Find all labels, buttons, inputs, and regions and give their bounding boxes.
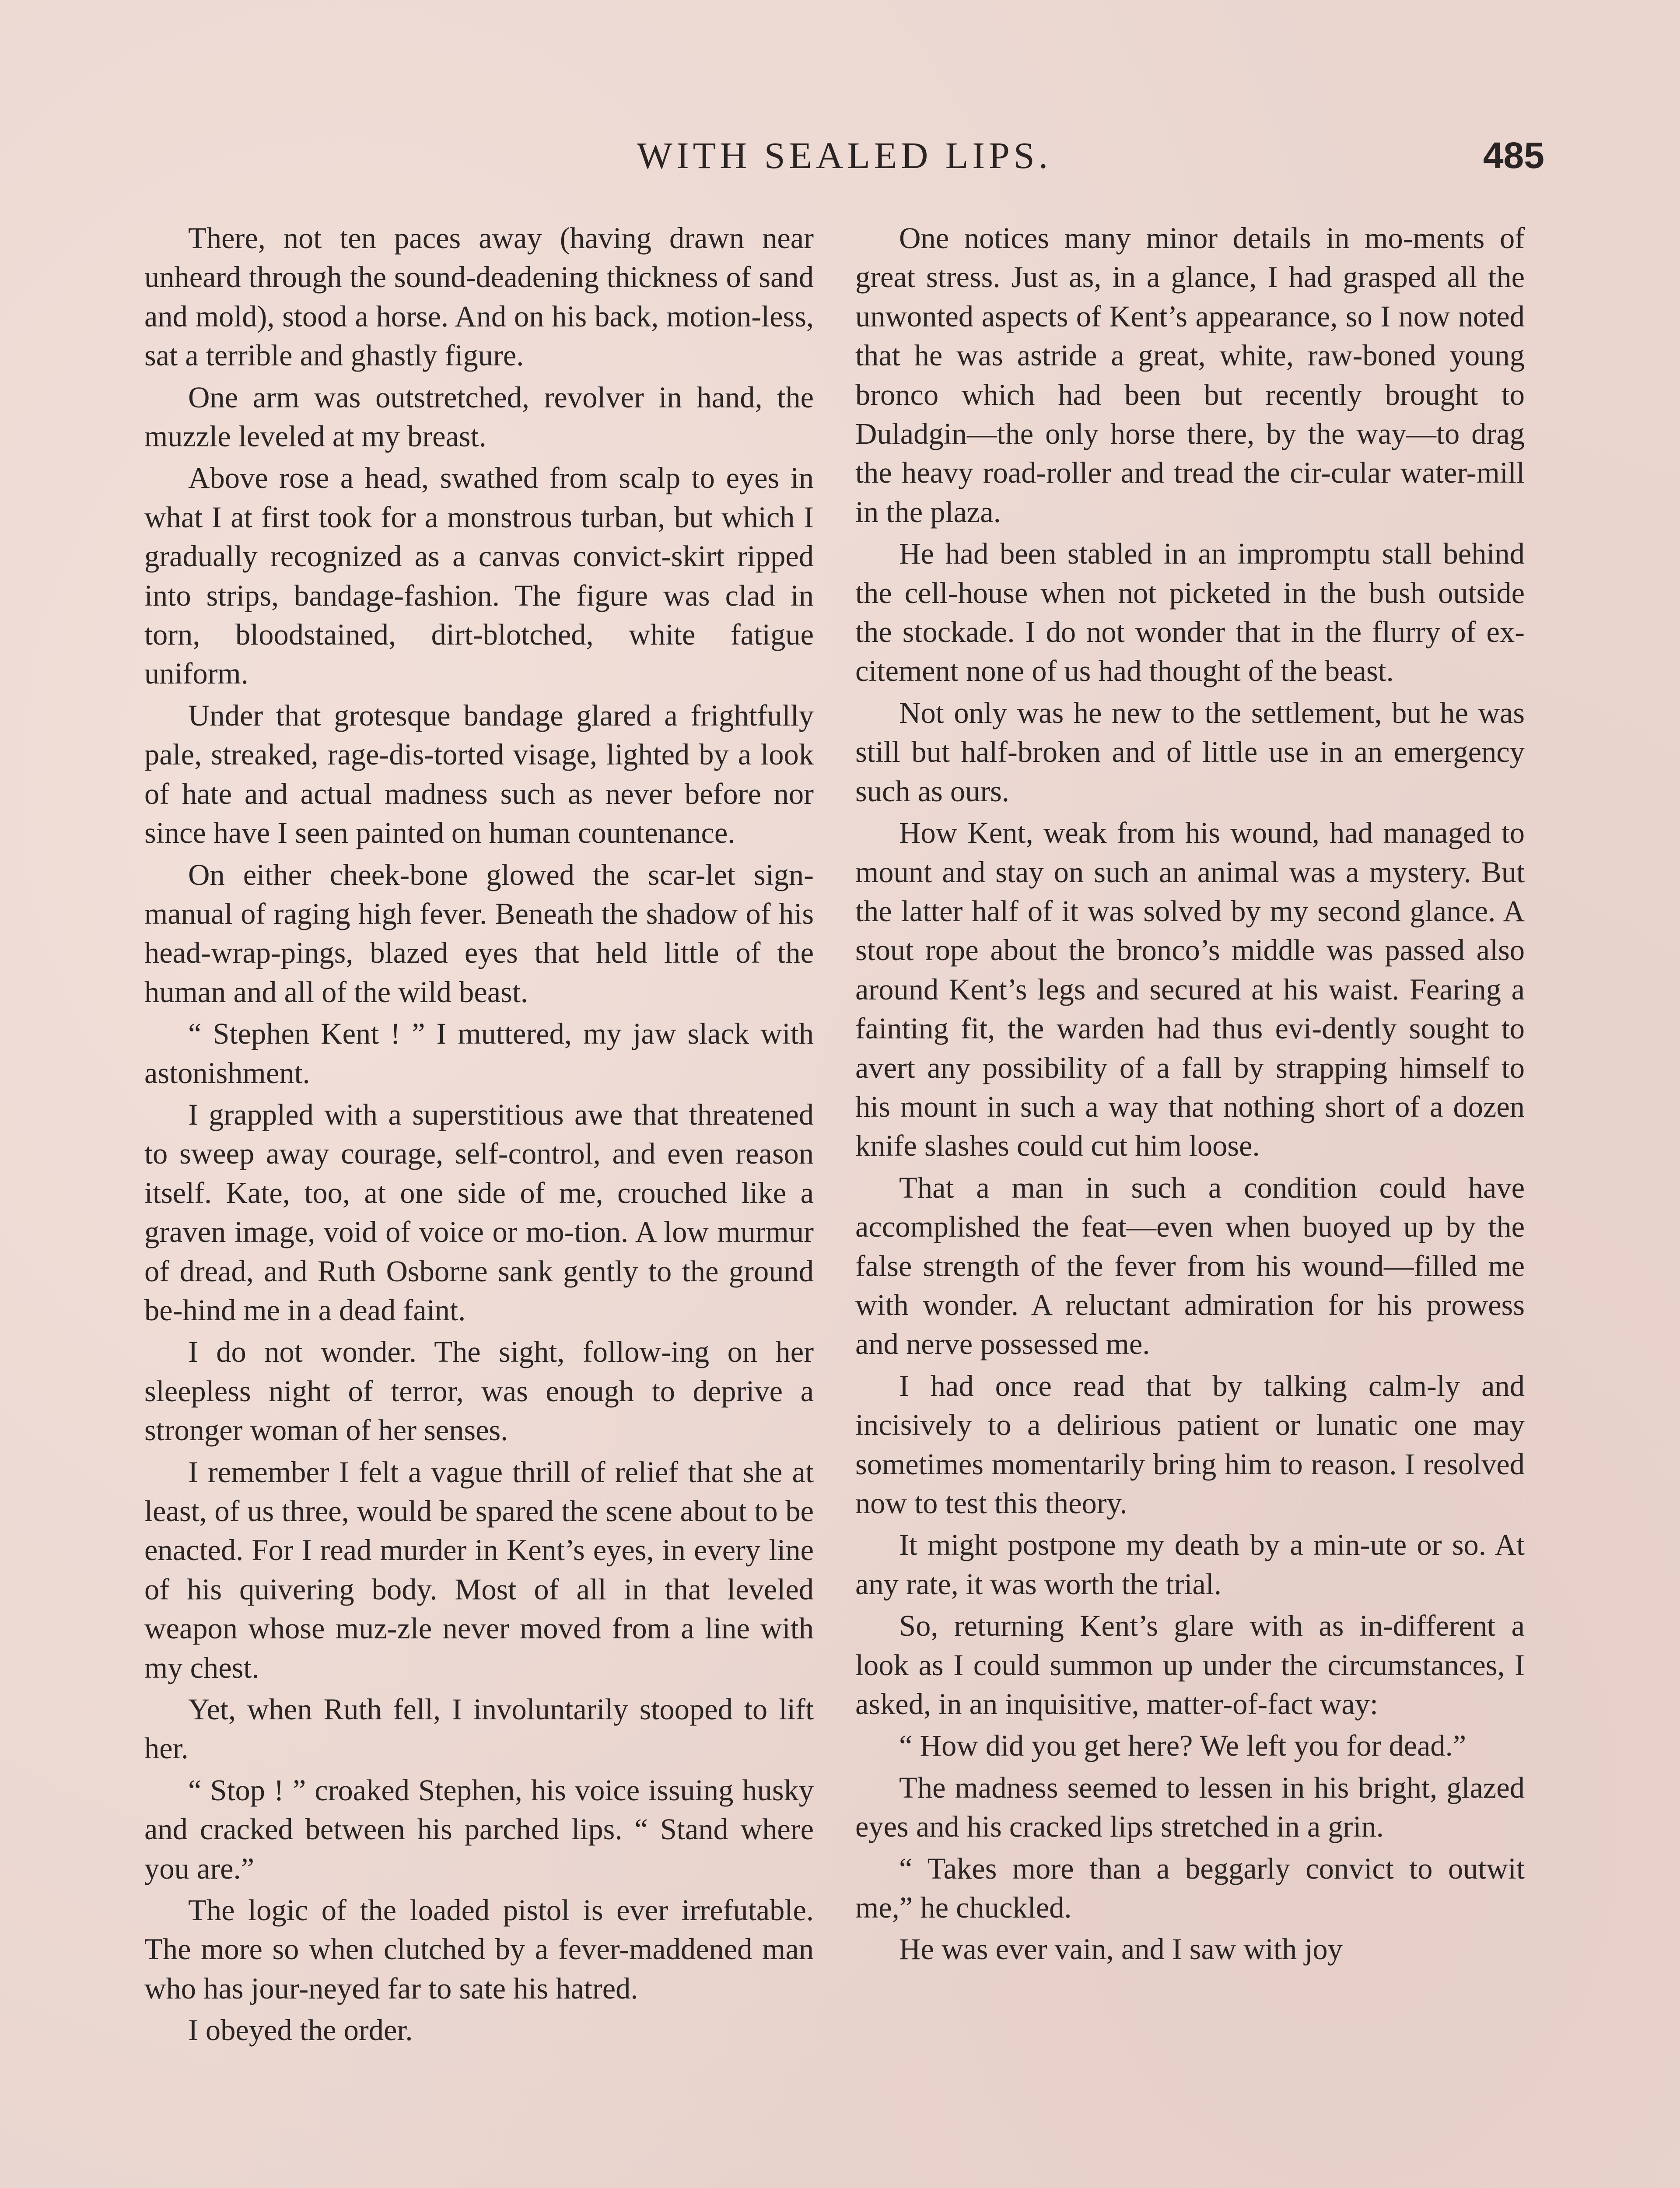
paragraph: Above rose a head, swathed from scalp to eyes in what I at first took for a monstrous turban, but which I gradually recognized as a canvas convict-skirt ripped into strips, bandage-fashion. The figure was clad in torn, bloodstained, dirt-blotched, white fatigue uniform.: [144, 461, 814, 691]
paragraph: How Kent, weak from his wound, had managed to mount and stay on such an animal was a mystery. But the latter half of it was solved by my second glance. A stout rope about the bronco’s middle was passed also around Kent’s legs and secured at his waist. Fearing a fainting fit, the warden had thus evi-dently sought to avert any possibility of a fall by strapping himself to his mount in such a way that nothing short of a dozen knife slashes could cut him loose.: [855, 816, 1525, 1163]
paragraph: On either cheek-bone glowed the scar-let sign-manual of raging high fever. Beneath the shadow of his head-wrap-pings, blazed eyes that held little of the human and all of the wild beast.: [144, 858, 814, 1009]
page-number: 485: [1483, 135, 1544, 176]
paragraph: “ Takes more than a beggarly convict to outwit me,” he chuckled.: [855, 1851, 1525, 1925]
right-column: [855, 219, 1525, 2188]
paragraph: That a man in such a condition could have accomplished the feat—even when buoyed up by the false strength of the fever from his wound—filled me with wonder. A reluctant admiration for his prowess and nerve possessed me.: [855, 1171, 1525, 1361]
paragraph: “ Stephen Kent ! ” I muttered, my jaw slack with astonishment.: [144, 1017, 814, 1090]
paragraph: There, not ten paces away (having drawn near unheard through the sound-deadening thickness of sand and mold), stood a horse. And on his back, motion-less, sat a terrible and ghastly figure.: [144, 221, 814, 372]
paragraph: I obeyed the order.: [188, 2013, 413, 2047]
left-column: [144, 219, 814, 2188]
paragraph: Not only was he new to the settlement, but he was still but half-broken and of little use in an emergency such as ours.: [855, 696, 1525, 808]
paragraph: I do not wonder. The sight, follow-ing on her sleepless night of terror, was enough to deprive a stronger woman of her senses.: [144, 1335, 814, 1447]
paragraph: “ How did you get here? We left you for dead.”: [899, 1729, 1466, 1763]
paragraph: The madness seemed to lessen in his bright, glazed eyes and his cracked lips stretched in a grin.: [855, 1771, 1525, 1844]
paragraph: He was ever vain, and I saw with joy: [899, 1932, 1343, 1966]
paragraph: One arm was outstretched, revolver in hand, the muzzle leveled at my breast.: [144, 380, 814, 453]
paragraph: So, returning Kent’s glare with as in-different a look as I could summon up under the circumstances, I asked, in an inquisitive, matter-of-fact way:: [855, 1609, 1525, 1721]
paragraph: It might postpone my death by a min-ute or so. At any rate, it was worth the trial.: [855, 1528, 1525, 1601]
running-title: WITH SEALED LIPS.: [637, 134, 1052, 176]
paragraph: Under that grotesque bandage glared a frightfully pale, streaked, rage-dis-torted visage, lighted by a look of hate and actual madness such as never before nor since have I seen painted on human countenance.: [144, 698, 814, 850]
page-header: [144, 131, 1544, 179]
paragraph: I had once read that by talking calm-ly and incisively to a delirious patient or lunatic one may sometimes momentarily bring him to reason. I resolved now to test this theory.: [855, 1369, 1525, 1520]
paragraph: The logic of the loaded pistol is ever irrefutable. The more so when clutched by a fever-maddened man who has jour-neyed far to sate his hatred.: [144, 1893, 814, 2005]
paragraph: I grappled with a superstitious awe that threatened to sweep away courage, self-control, and even reason itself. Kate, too, at one side of me, crouched like a graven image, void of voice or mo-tion. A low murmur of dread, and Ruth Osborne sank gently to the ground be-hind me in a dead faint.: [144, 1098, 814, 1327]
paragraph: One notices many minor details in mo-ments of great stress. Just as, in a glance, I had grasped all the unwonted aspects of Kent’s appearance, so I now noted that he was astride a great, white, raw-boned young bronco which had been but recently brought to Duladgin—the only horse there, by the way—to drag the heavy road-roller and tread the cir-cular water-mill in the plaza.: [855, 221, 1525, 529]
paragraph: He had been stabled in an impromptu stall behind the cell-house when not picketed in the bush outside the stockade. I do not wonder that in the flurry of ex-citement none of us had thought of the beast.: [855, 537, 1525, 688]
paragraph: Yet, when Ruth fell, I involuntarily stooped to lift her.: [144, 1693, 814, 1765]
paragraph: “ Stop ! ” croaked Stephen, his voice issuing husky and cracked between his parched lips. “ Stand where you are.”: [144, 1773, 814, 1885]
paragraph: I remember I felt a vague thrill of relief that she at least, of us three, would be spared the scene about to be enacted. For I read murder in Kent’s eyes, in every line of his quivering body. Most of all in that leveled weapon whose muz-zle never moved from a line with my chest.: [144, 1455, 814, 1684]
